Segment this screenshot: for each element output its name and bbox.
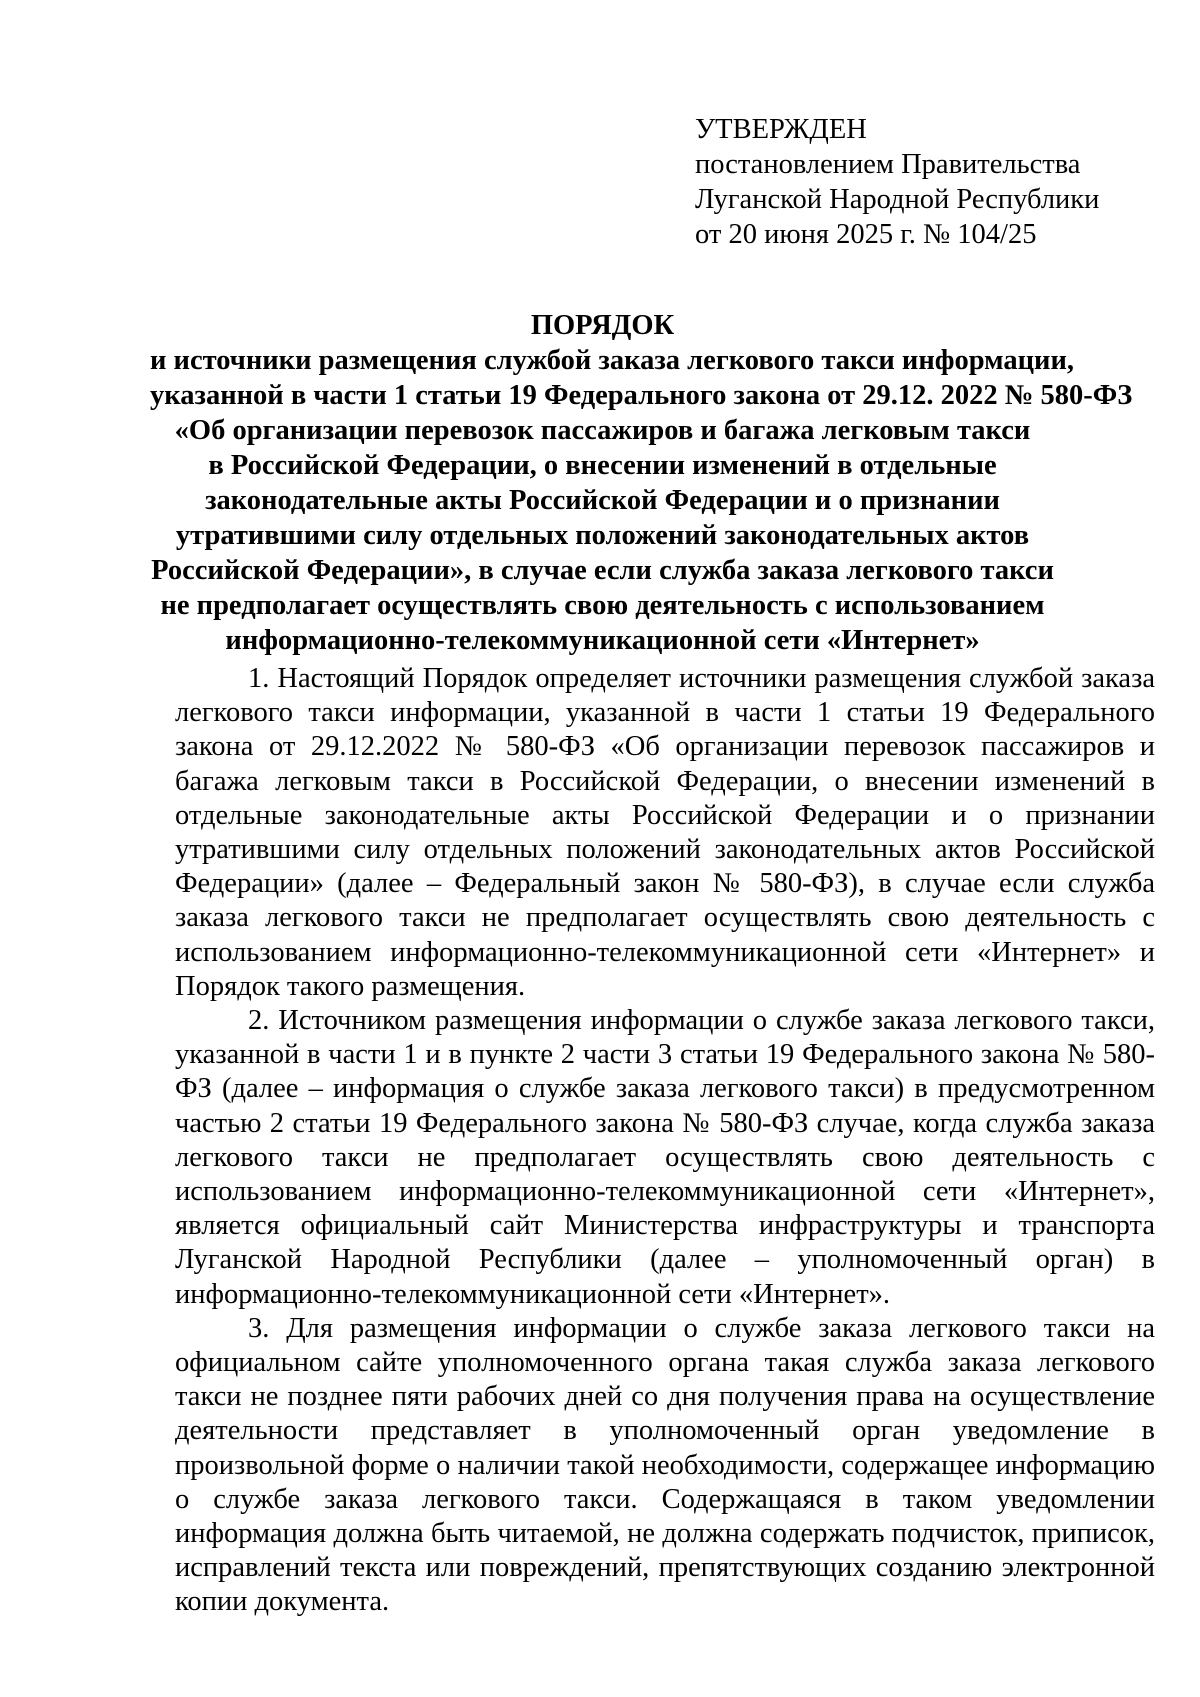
approval-stamp-block xyxy=(695,112,1099,252)
document-body xyxy=(175,662,1155,1620)
title-line: указанной в части 1 статьи 19 Федерального закона от 29.12. 2022 № 580-ФЗ xyxy=(150,380,1133,411)
title-line: в Российской Федерации, о внесении изменений в отдельные xyxy=(208,450,997,481)
title-line: Российской Федерации», в случае если служба заказа легкового такси xyxy=(151,555,1054,586)
approval-government-line: Луганской Народной Республики xyxy=(695,184,1100,215)
approval-issuer-line: постановлением Правительства xyxy=(695,149,1081,180)
document-title-block xyxy=(150,308,1133,658)
title-line: «Об организации перевозок пассажиров и багажа легковым такси xyxy=(174,415,1031,446)
title-line: информационно-телекоммуникационной сети «Интернет» xyxy=(225,625,980,656)
paragraph-3: 3. Для размещения информации о службе заказа легкового такси на официальном сайте уполномоченного органа такая служба заказа легкового такси не позднее пяти рабочих дней со дня получения права на осуществление деятельности представляет в уполномоченный орган уведомление в произвольной форме о наличии такой необходимости, содержащее информацию о службе заказа легкового такси. Содержащаяся в таком уведомлении информация должна быть читаемой, не должна содержать подчисток, приписок, исправлений текста или повреждений, препятствующих созданию электронной копии документа. xyxy=(175,1312,1155,1618)
title-line: законодательные акты Российской Федерации и о признании xyxy=(205,485,1000,516)
approval-status: УТВЕРЖДЕН xyxy=(695,114,867,145)
title-line: утратившими силу отдельных положений законодательных актов xyxy=(175,520,1030,551)
approval-date-number: от 20 июня 2025 г. № 104/25 xyxy=(695,219,1037,250)
title-line: не предполагает осуществлять свою деятельность с использованием xyxy=(160,590,1045,621)
document-heading: ПОРЯДОК xyxy=(530,310,675,341)
paragraph-1: 1. Настоящий Порядок определяет источники размещения службой заказа легкового такси информации, указанной в части 1 статьи 19 Федерального закона от 29.12.2022 № 580-ФЗ «Об организации перевозок пассажиров и багажа легковым такси в Российской Федерации, о внесении изменений в отдельные законодательные акты Российской Федерации и о признании утратившими силу отдельных положений законодательных актов Российской Федерации» (далее – Федеральный закон № 580-ФЗ), в случае если служба заказа легкового такси не предполагает осуществлять свою деятельность с использованием информационно-телекоммуникационной сети «Интернет» и Порядок такого размещения. xyxy=(175,663,1155,1002)
paragraph-2: 2. Источником размещения информации о службе заказа легкового такси, указанной в части 1 и в пункте 2 части 3 статьи 19 Федерального закона № 580-ФЗ (далее – информация о службе заказа легкового такси) в предусмотренном частью 2 статьи 19 Федерального закона № 580-ФЗ случае, когда служба заказа легкового такси не предполагает осуществлять свою деятельность с использованием информационно-телекоммуникационной сети «Интернет», является официальный сайт Министерства инфраструктуры и транспорта Луганской Народной Республики (далее – уполномоченный орган) в информационно-телекоммуникационной сети «Интернет». xyxy=(175,1005,1155,1310)
title-line: и источники размещения службой заказа легкового такси информации, xyxy=(150,345,1074,376)
